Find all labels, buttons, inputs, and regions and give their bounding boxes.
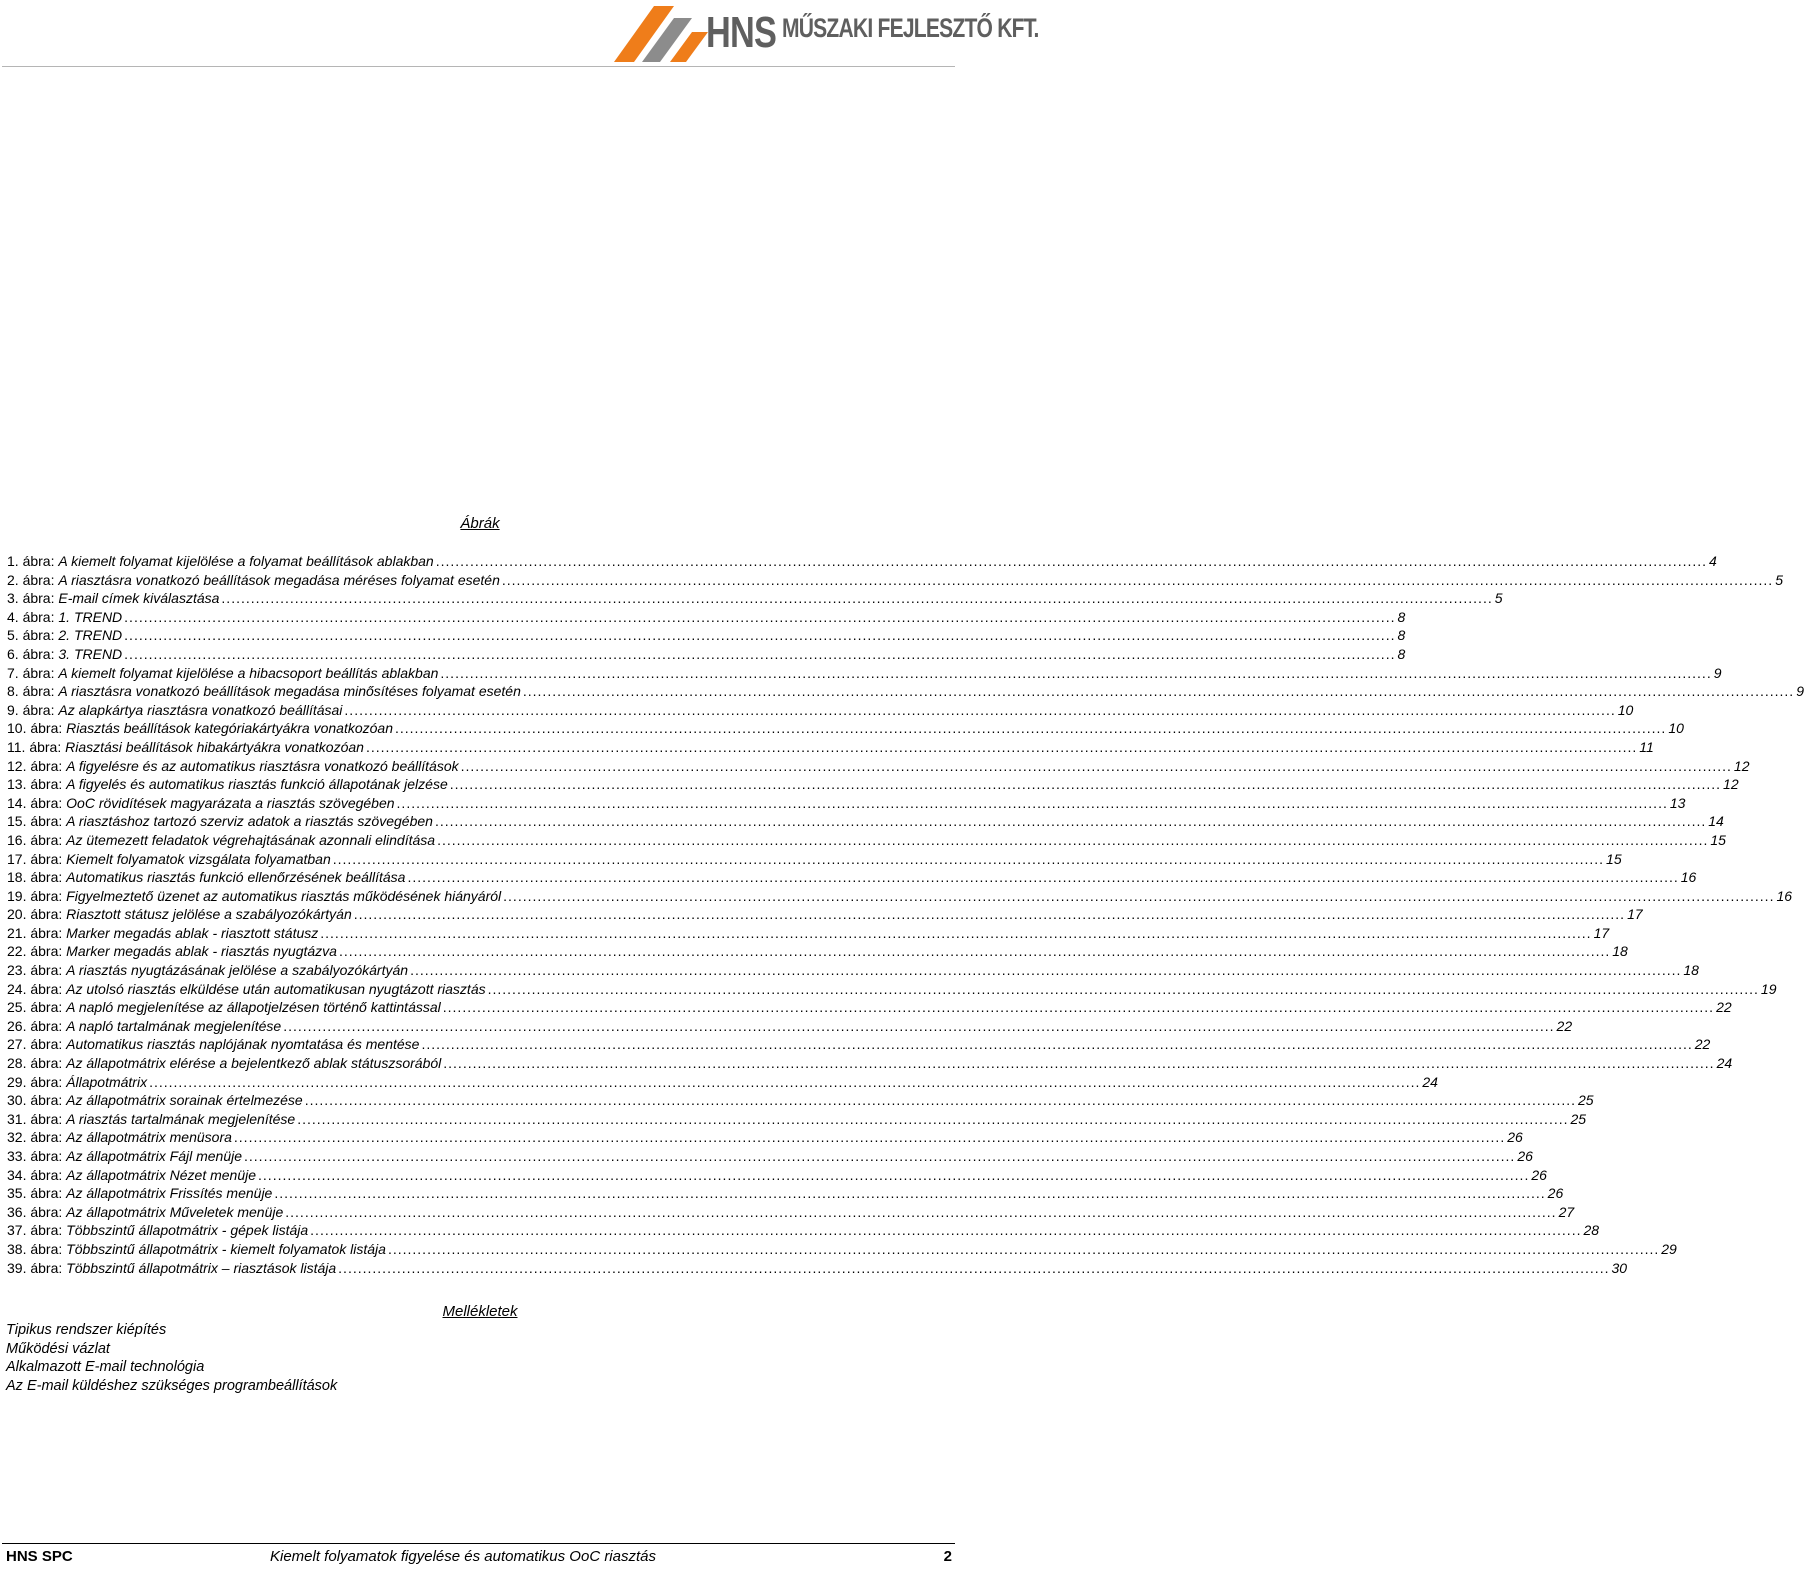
figure-caption: Az állapotmátrix Fájl menüje (66, 1148, 243, 1164)
figure-number: 13. ábra: (7, 776, 63, 793)
dot-leader (436, 552, 1707, 571)
figure-page-number: 12 (1733, 757, 1750, 774)
figure-number: 23. ábra: (7, 962, 63, 979)
figure-page-number: 28 (1583, 1222, 1600, 1239)
figure-page-number: 8 (1397, 627, 1406, 644)
figure-entry[interactable] (7, 961, 1699, 980)
figure-caption: A napló tartalmának megjelenítése (66, 1017, 282, 1034)
figure-caption: A figyelésre és az automatikus riasztásra vonatkozó beállítások (66, 757, 459, 774)
dot-leader (124, 608, 1395, 627)
dot-leader (397, 794, 1668, 813)
figure-caption: Marker megadás ablak - riasztás nyugtázva (66, 943, 337, 960)
dot-leader (320, 924, 1591, 943)
figure-number: 18. ábra: (7, 869, 63, 886)
footer-divider (2, 1543, 955, 1544)
figure-number: 3. ábra: (7, 590, 55, 607)
figure-caption: 1. TREND (58, 608, 123, 625)
figure-page-number: 14 (1708, 813, 1724, 830)
figure-entry[interactable] (7, 701, 1634, 720)
figure-caption: Az állapotmátrix menüsora (66, 1129, 232, 1146)
figure-caption: A kiemelt folyamat kijelölése a hibacsoport beállítás ablakban (58, 664, 439, 681)
figure-caption: Automatikus riasztás naplójának nyomtatása és mentése (66, 1036, 420, 1053)
dot-leader (461, 757, 1732, 776)
dot-leader (333, 850, 1604, 869)
dot-leader (234, 1128, 1505, 1147)
figure-entry[interactable] (7, 1147, 1533, 1166)
dot-leader (338, 1259, 1609, 1278)
figure-entry[interactable] (7, 1091, 1594, 1110)
figure-page-number: 9 (1796, 683, 1804, 700)
figure-number: 9. ábra: (7, 701, 55, 718)
dot-leader (440, 664, 1711, 683)
figure-entry[interactable] (7, 1221, 1600, 1240)
figure-number: 4. ábra: (7, 608, 55, 625)
figure-number: 27. ábra: (7, 1036, 63, 1053)
figure-caption: Az utolsó riasztás elküldése után automatikusan nyugtázott riasztás (66, 980, 486, 997)
dot-leader (305, 1091, 1576, 1110)
page-footer (6, 1547, 952, 1567)
figure-page-number: 25 (1578, 1092, 1594, 1109)
dot-leader (285, 1203, 1556, 1222)
figure-number: 20. ábra: (7, 906, 63, 923)
figure-number: 24. ábra: (7, 980, 63, 997)
dot-leader (310, 1221, 1581, 1240)
figures-list (7, 552, 1804, 1277)
figure-page-number: 18 (1612, 943, 1628, 960)
figure-entry[interactable] (7, 775, 1739, 794)
figure-entry[interactable] (7, 924, 1610, 943)
footer-page-number: 2 (943, 1548, 952, 1565)
figure-page-number: 22 (1694, 1036, 1711, 1053)
figure-number: 35. ábra: (7, 1185, 63, 1202)
figure-entry[interactable] (7, 831, 1726, 850)
figure-caption: E-mail címek kiválasztása (58, 590, 220, 607)
appendix-item[interactable]: Alkalmazott E-mail technológia (6, 1359, 205, 1376)
figure-caption: Az állapotmátrix Frissítés menüje (66, 1185, 273, 1202)
figure-number: 7. ábra: (7, 664, 55, 681)
figure-entry[interactable] (7, 608, 1406, 627)
figure-entry[interactable] (7, 1073, 1438, 1092)
figure-page-number: 17 (1593, 924, 1610, 941)
figure-entry[interactable] (7, 1017, 1573, 1036)
figure-entry[interactable] (7, 571, 1783, 590)
figure-entry[interactable] (7, 850, 1622, 869)
dot-leader (339, 942, 1610, 961)
figure-entry[interactable] (7, 589, 1503, 608)
dot-leader (503, 887, 1774, 906)
dot-leader (258, 1166, 1529, 1185)
figure-page-number: 8 (1397, 608, 1406, 625)
header-divider (2, 66, 955, 67)
dot-leader (435, 812, 1706, 831)
figure-number: 22. ábra: (7, 943, 63, 960)
figure-caption: A riasztás tartalmának megjelenítése (66, 1110, 296, 1127)
figure-caption: Az alapkártya riasztásra vonatkozó beállításai (58, 701, 343, 718)
footer-product-name: HNS SPC (6, 1548, 73, 1565)
dot-leader (395, 719, 1666, 738)
figure-page-number: 25 (1570, 1110, 1587, 1127)
figure-entry[interactable] (7, 980, 1777, 999)
appendix-item[interactable]: Az E-mail küldéshez szükséges programbeállítások (6, 1377, 338, 1394)
figure-number: 37. ábra: (7, 1222, 63, 1239)
figure-number: 31. ábra: (7, 1110, 63, 1127)
figure-caption: A kiemelt folyamat kijelölése a folyamat beállítások ablakban (58, 553, 434, 569)
figure-caption: Az állapotmátrix Nézet menüje (66, 1166, 257, 1183)
figure-number: 26. ábra: (7, 1017, 63, 1034)
figure-entry[interactable] (7, 626, 1406, 645)
appendix-item[interactable]: Tipikus rendszer kiépítés (6, 1322, 167, 1338)
figure-number: 11. ábra: (7, 738, 62, 755)
figure-entry[interactable] (7, 1240, 1677, 1259)
dot-leader (366, 738, 1637, 757)
figure-number: 21. ábra: (7, 924, 63, 941)
figure-number: 2. ábra: (7, 571, 55, 588)
figure-entry[interactable] (7, 719, 1684, 738)
figure-page-number: 29 (1661, 1240, 1677, 1257)
figure-number: 15. ábra: (7, 813, 63, 830)
dot-leader (344, 701, 1615, 720)
dot-leader (354, 905, 1625, 924)
figure-number: 28. ábra: (7, 1055, 63, 1072)
figure-caption: Riasztás beállítások kategóriakártyákra vonatkozóan (66, 720, 393, 737)
figure-number: 34. ábra: (7, 1166, 63, 1183)
dot-leader (149, 1073, 1420, 1092)
figure-caption: 2. TREND (58, 627, 123, 644)
figure-entry[interactable] (7, 1203, 1575, 1222)
figure-page-number: 22 (1556, 1017, 1573, 1034)
figure-page-number: 16 (1680, 869, 1697, 886)
figures-heading: Ábrák (460, 515, 500, 532)
logo-stripes-icon (612, 2, 712, 66)
appendix-list (6, 1321, 337, 1395)
figure-caption: Automatikus riasztás funkció ellenőrzésének beállítása (66, 869, 406, 886)
dot-leader (488, 980, 1759, 999)
figure-caption: Az ütemezett feladatok végrehajtásának azonnali elindítása (66, 831, 436, 848)
company-logo (612, 2, 1039, 66)
figure-caption: Az állapotmátrix Műveletek menüje (66, 1203, 284, 1220)
dot-leader (410, 961, 1681, 980)
figure-caption: OoC rövidítések magyarázata a riasztás szövegében (66, 794, 395, 811)
figure-caption: Kiemelt folyamatok vizsgálata folyamatban (66, 850, 331, 867)
dot-leader (443, 998, 1714, 1017)
figure-number: 5. ábra: (7, 627, 55, 644)
figure-page-number: 15 (1606, 850, 1622, 867)
figure-caption: Többszintű állapotmátrix - kiemelt folyamatok listája (66, 1240, 386, 1257)
logo-main-text: HNS (706, 8, 777, 57)
figure-entry[interactable] (7, 645, 1406, 664)
figure-page-number: 15 (1710, 831, 1726, 848)
figure-number: 33. ábra: (7, 1148, 63, 1164)
dot-leader (283, 1017, 1554, 1036)
appendix-item[interactable]: Működési vázlat (6, 1340, 110, 1357)
figure-entry[interactable] (7, 998, 1732, 1017)
appendix-heading: Mellékletek (442, 1303, 518, 1320)
figure-number: 8. ábra: (7, 683, 55, 700)
figure-entry[interactable] (7, 1054, 1733, 1073)
figure-page-number: 8 (1397, 645, 1406, 662)
dot-leader (502, 571, 1773, 590)
figure-entry[interactable] (7, 794, 1686, 813)
figure-page-number: 22 (1716, 999, 1732, 1016)
figure-caption: Marker megadás ablak - riasztott státusz (66, 924, 319, 941)
dot-leader (274, 1184, 1545, 1203)
figure-caption: A napló megjelenítése az állapotjelzésen történő kattintással (66, 999, 441, 1016)
figure-caption: Riasztási beállítások hibakártyákra vonatkozóan (65, 738, 364, 755)
dot-leader (523, 682, 1794, 701)
figure-number: 1. ábra: (7, 553, 55, 569)
figure-caption: A riasztásra vonatkozó beállítások megadása méréses folyamat esetén (58, 571, 500, 588)
figure-entry[interactable] (7, 682, 1804, 701)
figure-page-number: 9 (1713, 664, 1722, 681)
figure-entry[interactable] (7, 812, 1724, 831)
dot-leader (297, 1110, 1568, 1129)
figure-caption: Riasztott státusz jelölése a szabályozókártyán (66, 906, 352, 923)
dot-leader (124, 626, 1395, 645)
figure-entry[interactable] (7, 738, 1654, 757)
figure-page-number: 11 (1639, 738, 1654, 755)
figure-page-number: 24 (1716, 1055, 1733, 1072)
figure-number: 36. ábra: (7, 1203, 63, 1220)
dot-leader (244, 1147, 1515, 1166)
figure-caption: Az állapotmátrix sorainak értelmezése (66, 1092, 303, 1109)
figure-page-number: 26 (1531, 1166, 1547, 1183)
figure-caption: Állapotmátrix (66, 1073, 148, 1090)
figure-number: 17. ábra: (7, 850, 63, 867)
figure-number: 6. ábra: (7, 645, 55, 662)
figure-number: 19. ábra: (7, 887, 63, 904)
figure-caption: A riasztásra vonatkozó beállítások megadása minősítéses folyamat esetén (58, 683, 521, 700)
figure-entry[interactable] (7, 905, 1643, 924)
figure-number: 10. ábra: (7, 720, 63, 737)
figure-entry[interactable] (7, 1110, 1587, 1129)
figure-page-number: 10 (1617, 701, 1634, 718)
figure-entry[interactable] (7, 887, 1793, 906)
figure-number: 14. ábra: (7, 794, 63, 811)
figure-page-number: 19 (1760, 980, 1777, 997)
figure-entry[interactable] (7, 868, 1697, 887)
figure-entry[interactable] (7, 1035, 1711, 1054)
dot-leader (450, 775, 1721, 794)
logo-wordmark (706, 8, 1039, 64)
figure-number: 12. ábra: (7, 757, 63, 774)
dot-leader (388, 1240, 1659, 1259)
figure-page-number: 4 (1709, 553, 1717, 569)
figure-entry[interactable] (7, 1259, 1628, 1278)
logo-sub-text: MŰSZAKI FEJLESZTŐ KFT. (781, 13, 1039, 43)
dot-leader (407, 868, 1678, 887)
figure-number: 32. ábra: (7, 1129, 63, 1146)
figure-number: 30. ábra: (7, 1092, 63, 1109)
figure-number: 38. ábra: (7, 1240, 63, 1257)
figure-page-number: 30 (1611, 1259, 1628, 1276)
figure-entry[interactable] (7, 664, 1722, 683)
figure-page-number: 26 (1517, 1148, 1533, 1164)
figure-page-number: 27 (1558, 1203, 1575, 1220)
dot-leader (443, 1054, 1714, 1073)
figure-caption: A riasztáshoz tartozó szerviz adatok a riasztás szövegében (66, 813, 433, 830)
dot-leader (221, 589, 1492, 608)
figure-caption: A riasztás nyugtázásának jelölése a szabályozókártyán (66, 962, 409, 979)
figure-page-number: 10 (1668, 720, 1684, 737)
figure-page-number: 26 (1507, 1129, 1523, 1146)
figure-page-number: 18 (1683, 962, 1699, 979)
figure-number: 16. ábra: (7, 831, 63, 848)
figure-entry[interactable] (7, 942, 1628, 961)
figure-number: 39. ábra: (7, 1259, 63, 1276)
figure-caption: A figyelés és automatikus riasztás funkció állapotának jelzése (66, 776, 448, 793)
page-header (0, 0, 1039, 68)
figure-entry[interactable] (7, 552, 1717, 571)
figure-page-number: 5 (1494, 590, 1503, 607)
figure-page-number: 12 (1723, 776, 1739, 793)
figure-entry[interactable] (7, 1128, 1523, 1147)
figure-page-number: 13 (1669, 794, 1686, 811)
figure-page-number: 26 (1547, 1185, 1564, 1202)
figure-number: 25. ábra: (7, 999, 63, 1016)
figure-entry[interactable] (7, 1184, 1564, 1203)
figure-caption: Az állapotmátrix elérése a bejelentkező ablak státuszsorából (66, 1055, 442, 1072)
dot-leader (437, 831, 1708, 850)
figure-page-number: 17 (1627, 906, 1643, 923)
dot-leader (124, 645, 1395, 664)
figure-number: 29. ábra: (7, 1073, 63, 1090)
dot-leader (421, 1035, 1692, 1054)
figure-page-number: 16 (1776, 887, 1793, 904)
footer-document-title: Kiemelt folyamatok figyelése és automatikus OoC riasztás (270, 1548, 656, 1565)
figure-caption: Többszintű állapotmátrix – riasztások listája (66, 1259, 337, 1276)
figure-caption: Figyelmeztető üzenet az automatikus riasztás működésének hiányáról (66, 887, 502, 904)
figure-entry[interactable] (7, 757, 1750, 776)
figure-caption: 3. TREND (58, 645, 123, 662)
figure-page-number: 24 (1422, 1073, 1438, 1090)
figure-caption: Többszintű állapotmátrix - gépek listája (66, 1222, 309, 1239)
figure-page-number: 5 (1775, 571, 1783, 588)
figure-entry[interactable] (7, 1166, 1547, 1185)
